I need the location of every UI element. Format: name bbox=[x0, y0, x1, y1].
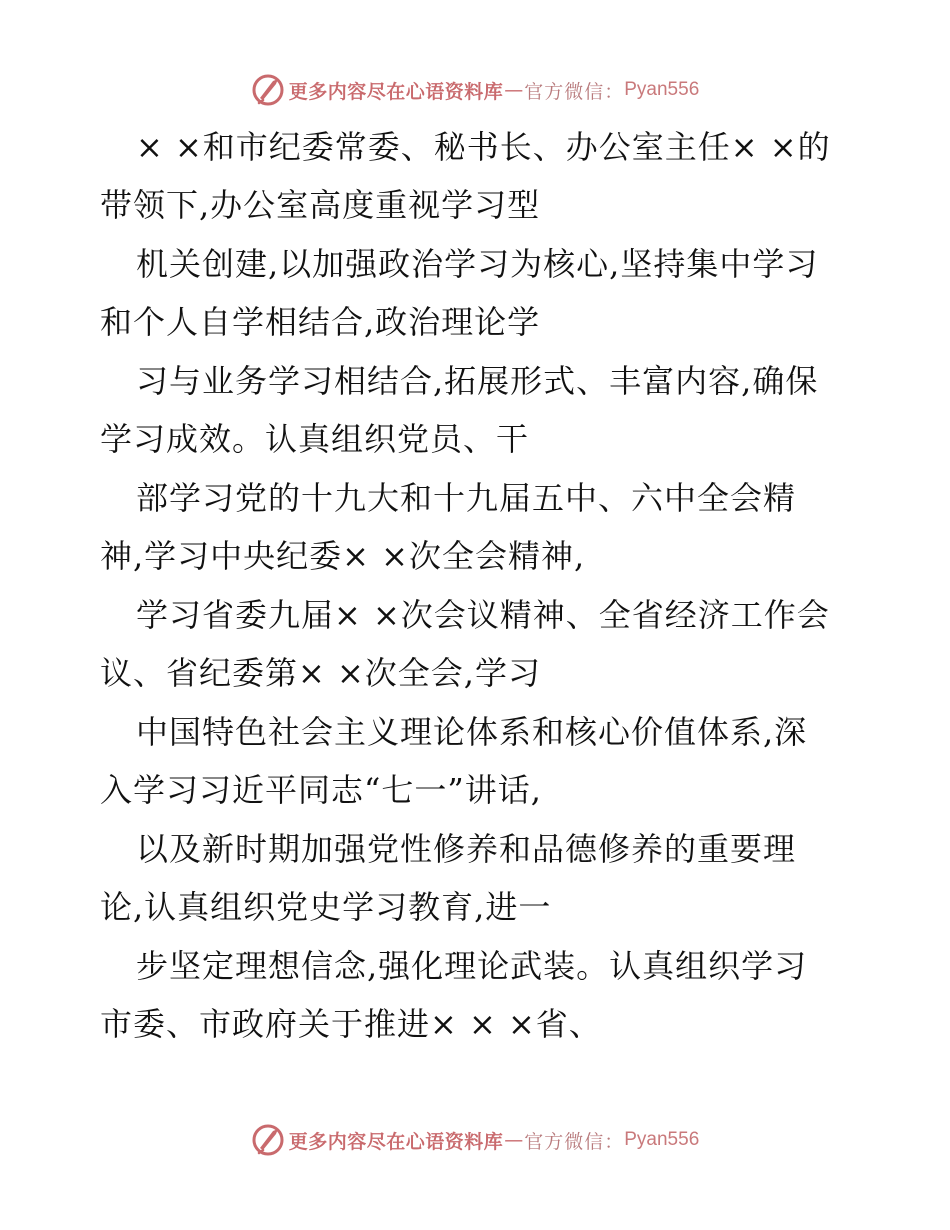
watermark-id: Pyan556 bbox=[624, 1129, 700, 1150]
body-line: 议、省纪委第× ×次全会,学习 bbox=[100, 654, 541, 692]
body-line: 学习成效。认真组织党员、干 bbox=[100, 420, 530, 458]
body-line: 市委、市政府关于推进× × ×省、 bbox=[100, 1005, 602, 1043]
body-line: 神,学习中央纪委× ×次全会精神, bbox=[100, 537, 586, 575]
body-line: 学习省委九届× ×次会议精神、全省经济工作会 bbox=[136, 596, 830, 634]
watermark-brand: 更多内容尽在心语资料库 bbox=[288, 1130, 504, 1153]
body-line: 论,认真组织党史学习教育,进一 bbox=[100, 888, 552, 926]
watermark-dash: — bbox=[504, 1129, 524, 1151]
body-line: 部学习党的十九大和十九届五中、六中全会精 bbox=[136, 479, 797, 517]
body-line: × ×和市纪委常委、秘书长、办公室主任× ×的 bbox=[136, 128, 831, 166]
body-line: 入学习习近平同志“七一”讲话, bbox=[100, 771, 542, 809]
watermark-brand: 更多内容尽在心语资料库 bbox=[288, 80, 504, 103]
body-line: 中国特色社会主义理论体系和核心价值体系,深 bbox=[136, 713, 808, 751]
watermark-footer bbox=[0, 1120, 950, 1160]
watermark-id: Pyan556 bbox=[624, 79, 700, 100]
watermark-dash: — bbox=[504, 79, 524, 101]
watermark-label: 官方微信： bbox=[524, 1130, 625, 1153]
body-line: 习与业务学习相结合,拓展形式、丰富内容,确保 bbox=[136, 362, 819, 400]
watermark-label: 官方微信： bbox=[524, 80, 625, 103]
body-line: 机关创建,以加强政治学习为核心,坚持集中学习 bbox=[136, 245, 819, 283]
body-line: 和个人自学相结合,政治理论学 bbox=[100, 303, 541, 341]
quill-logo-icon bbox=[251, 1123, 285, 1157]
body-line: 步坚定理想信念,强化理论武装。认真组织学习 bbox=[136, 947, 808, 985]
body-line: 以及新时期加强党性修养和品德修养的重要理 bbox=[136, 830, 797, 868]
watermark-header bbox=[0, 70, 950, 110]
body-line: 带领下,办公室高度重视学习型 bbox=[100, 186, 541, 224]
quill-logo-icon bbox=[251, 73, 285, 107]
